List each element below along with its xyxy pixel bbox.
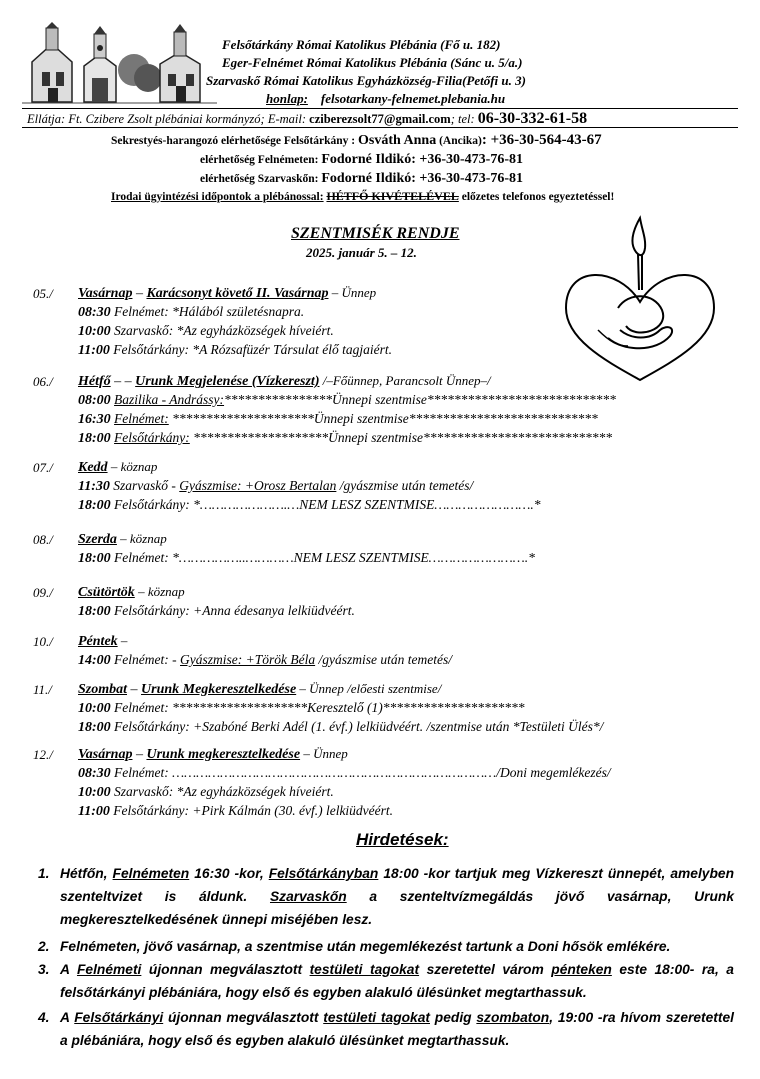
mass-time: 08:30 [78,305,111,320]
office-hours-line [111,189,614,204]
parish-felnemet: Eger-Felnémet Római Katolikus Plébánia (Sánc u. 5/a.) [222,55,523,70]
day-heading [78,681,441,698]
mass-line [78,603,355,620]
day-tail: – [117,633,128,648]
day-date: 06./ [33,374,53,389]
homepage-label: honlap: [266,91,308,106]
sexton-prefix: Sekrestyés-harangozó elérhetősége Felsőtárkány : [111,135,358,147]
mass-time: 10:00 [78,324,111,339]
contact-line [27,110,587,128]
announcement-number: 3. [38,962,50,977]
parish-felsotarkany: Felsőtárkány Római Katolikus Plébánia (Fő u. 182) [222,37,501,52]
sexton-nick: (Ancika) [439,135,482,147]
day-heading [78,373,491,390]
office-label: Irodai ügyintézési időpontok a plébánossal: [111,191,324,203]
homepage-line [266,91,505,107]
announcement-text: A Felnémeti újonnan megválasztott testületi tagokat szeretettel várom pénteken este 18:00- ra, a felsőtárkányi plébániára, hogy első és egyben alakuló ülésünket megtarthassuk. [60,962,734,1000]
day-separator: – – [110,374,136,389]
email-link[interactable]: cziberezsolt77@gmail.com [309,112,451,126]
announcement-number: 4. [38,1010,50,1025]
feast-name: Urunk Megkeresztelkedése [141,682,297,697]
mass-time: 08:30 [78,766,111,781]
mass-line [78,304,304,321]
feast-name: Urunk megkeresztelkedése [146,747,301,762]
mass-line [78,411,598,428]
felnemet-contact-line [200,152,523,168]
office-highlight: HÉTFŐ KIVÉTELÉVEL [326,189,459,203]
mass-intent: Felnémet: ………………………………………………………………………/Doni megemlékezés/ [110,765,611,780]
announcement-number: 1. [38,866,50,881]
sexton-line [111,132,602,149]
mass-time: 14:00 [78,653,111,668]
mass-place: Bazilika - Andrássy: [114,392,225,407]
tel-label: ; tel: [450,112,475,126]
announcement-item [38,958,734,1004]
sexton-name: Osváth Anna [358,133,437,148]
mass-line [78,478,473,495]
szarvasko-contact-line [200,171,523,187]
announcement-text: Hétfőn, Felnémeten 16:30 -kor, Felsőtárkányban 18:00 -kor tartjuk meg Vízkereszt ünnepét, amelyben szenteltvizet is áldunk. Szarvaskőn a szenteltvízmegáldás jövő vasárnap, Urunk megkeresztelkedésének ünnepi miséjében lesz. [60,866,734,927]
day-date: 09./ [33,585,53,600]
heart-candle-icon [558,212,722,382]
day-tail: – köznap [107,459,158,474]
mass-intent: Felnémet: *Hálából születésnapra. [110,304,305,319]
mass-intent: Felsőtárkány: +Pirk Kálmán (30. évf.) lelkiüdvéért. [109,803,394,818]
announcement-item [38,935,734,958]
mass-intent: Szarvaskő: *Az egyházközségek híveiért. [110,323,334,338]
mass-funeral: Gyászmise: +Orosz Bertalan [179,478,337,493]
day-heading [78,531,167,548]
mass-intent: Felnémet: ********************Keresztelő (1)********************* [110,700,525,715]
contact-prefix: Ellátja: Ft. Czibere Zsolt plébániai kormányzó; E-mail: [27,112,307,126]
mass-intent: Felnémet: *……………..…………NEM LESZ SZENTMISE…………………….* [110,550,535,565]
day-name: Vasárnap [78,286,133,301]
mass-line [78,430,612,447]
mass-time: 18:00 [78,551,111,566]
day-separator: – [132,747,147,762]
announcement-item [38,1006,734,1052]
day-date: 08./ [33,532,53,547]
header-rule [22,108,738,109]
day-tail: /–Főünnep, Parancsolt Ünnep–/ [319,373,491,388]
felnemet-contact: Fodorné Ildikó: +36-30-473-76-81 [321,152,523,167]
day-name: Kedd [78,460,108,475]
day-date: 07./ [33,460,53,475]
mass-line [78,497,540,514]
contact-rule [22,127,738,128]
day-heading [78,746,348,763]
mass-place: Szarvaskő - [109,478,180,493]
mass-line [78,342,392,359]
day-heading [78,633,127,650]
mass-line [78,803,393,820]
mass-time: 10:00 [78,701,111,716]
day-name: Csütörtök [78,585,135,600]
mass-funeral: Gyászmise: +Török Béla [180,652,316,667]
mass-intent: Felsőtárkány: +Anna édesanya lelkiüdvéért. [110,603,355,618]
announcement-item [38,862,734,931]
day-date: 12./ [33,747,53,762]
mass-line [78,392,616,409]
mass-time: 16:30 [78,412,111,427]
feast-name: Urunk Megjelenése (Vízkereszt) [135,374,320,389]
mass-line [78,719,603,736]
office-rest: előzetes telefonos egyeztetéssel! [458,191,615,203]
day-name: Szombat [78,682,128,697]
day-name: Hétfő [78,374,111,389]
day-name: Szerda [78,532,117,547]
schedule-dates: 2025. január 5. – 12. [306,245,417,260]
day-date: 10./ [33,634,53,649]
mass-intent: Felsőtárkány: +Szabóné Berki Adél (1. évf.) lelkiüdvéért. /szentmise után *Testületi Ülés*/ [110,719,604,734]
church-logo [22,22,217,104]
mass-line [78,550,535,567]
mass-line [78,700,525,717]
mass-intent: *********************Ünnepi szentmise**************************** [168,411,598,426]
szarvasko-prefix: elérhetőség Szarvaskőn: [200,173,322,185]
day-separator: – [132,286,147,301]
day-tail: – Ünnep [300,746,348,761]
schedule-title: SZENTMISÉK RENDJE [291,225,460,242]
announcement-number: 2. [38,939,50,954]
parish-szarvasko: Szarvaskő Római Katolikus Egyházközség-Filia(Petőfi u. 3) [206,73,526,88]
mass-place: Felnémet: - [110,652,181,667]
feast-name: Karácsonyt követő II. Vasárnap [146,286,329,301]
day-tail: – köznap [134,584,185,599]
day-heading [78,459,157,476]
mass-time: 18:00 [78,498,111,513]
announcement-text: Felnémeten, jövő vasárnap, a szentmise után megemlékezést tartunk a Doni hősök emlékére. [60,939,671,954]
day-tail: – Ünnep /előesti szentmise/ [296,681,442,696]
mass-intent: Szarvaskő: *Az egyházközségek híveiért. [110,784,334,799]
mass-place: Felnémet: [114,411,169,426]
felnemet-prefix: elérhetőség Felnémeten: [200,154,322,166]
day-date: 05./ [33,286,53,301]
day-date: 11./ [33,682,52,697]
sexton-phone: : +36-30-564-43-67 [481,132,602,148]
mass-time: 18:00 [78,604,111,619]
mass-intent: Felsőtárkány: *A Rózsafüzér Társulat élő tagjaiért. [109,342,393,357]
announcements-title: Hirdetések: [356,830,449,849]
mass-time: 18:00 [78,720,111,735]
mass-intent: /gyászmise után temetés/ [336,478,474,493]
mass-intent: ********************Ünnepi szentmise**************************** [189,430,613,445]
mass-line [78,784,334,801]
day-tail: – Ünnep [328,285,377,300]
phone-number: 06-30-332-61-58 [477,110,588,127]
homepage-link[interactable]: felsotarkany-felnemet.plebania.hu [320,91,506,106]
mass-intent: Felsőtárkány: *………………….…NEM LESZ SZENTMISE…………………….* [110,497,541,512]
mass-intent: /gyászmise után temetés/ [315,652,452,667]
mass-time: 11:00 [78,343,110,358]
day-name: Péntek [78,634,118,649]
mass-place: Felsőtárkány: [114,430,190,445]
mass-time: 11:00 [78,804,110,819]
mass-line [78,765,611,782]
szarvasko-contact: Fodorné Ildikó: +36-30-473-76-81 [321,171,524,186]
mass-intent: ****************Ünnepi szentmise**************************** [224,392,616,407]
announcement-text: A Felsőtárkányi újonnan megválasztott testületi tagokat pedig szombaton, 19:00 -ra hívom szeretettel a plébániára, hogy első és egyben alakuló ülésünket megtarthassuk. [60,1010,734,1048]
day-heading [78,285,376,302]
day-separator: – [127,682,142,697]
mass-line [78,323,334,340]
mass-time: 08:00 [78,393,111,408]
mass-time: 18:00 [78,431,111,446]
day-heading [78,584,185,601]
day-name: Vasárnap [78,747,133,762]
day-tail: – köznap [116,531,167,546]
mass-line [78,652,452,669]
mass-time: 10:00 [78,785,111,800]
mass-time: 11:30 [78,479,110,494]
